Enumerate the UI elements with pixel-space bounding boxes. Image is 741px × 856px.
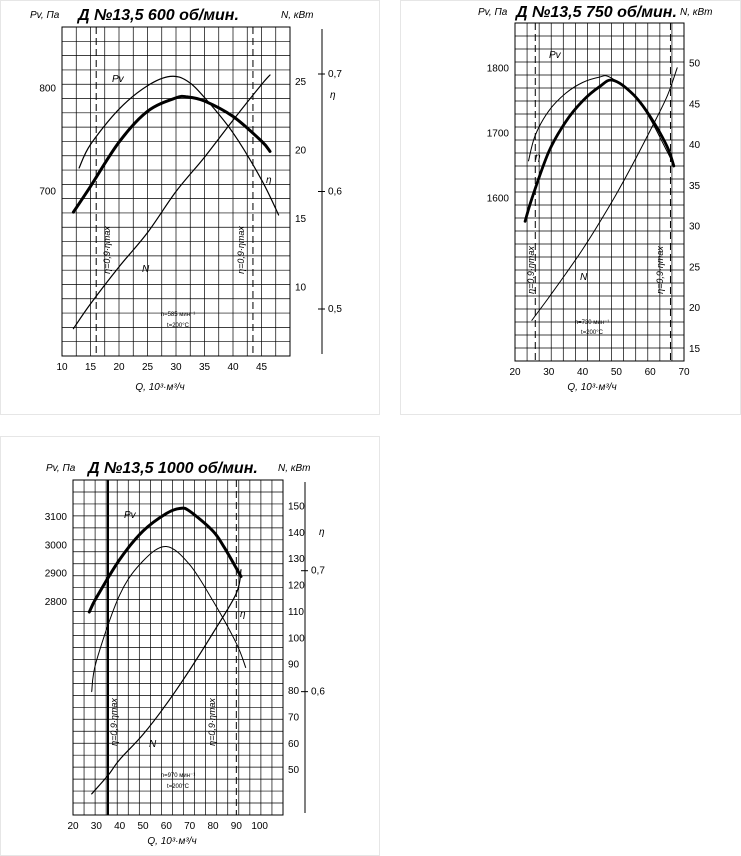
x-axis-label: Q, 10³·м³/ч	[135, 382, 185, 393]
n-axis-label: N, кВт	[278, 463, 311, 474]
x-tick-label: 40	[227, 362, 239, 373]
x-tick-label: 20	[113, 362, 125, 373]
speed-temperature-note: t=200°C	[581, 330, 603, 336]
x-tick-label: 20	[67, 821, 79, 832]
n-curve-label: N	[580, 272, 588, 283]
pv-tick-label: 1700	[486, 128, 509, 140]
pv-tick-label: 1800	[486, 63, 509, 75]
n-tick-label: 30	[689, 221, 701, 233]
n-curve-label: N	[149, 739, 157, 750]
pv-curve-label: Pv	[549, 50, 561, 61]
speed-temperature-note: n=970 мин⁻¹	[160, 773, 196, 779]
n-tick-label: 15	[689, 343, 701, 355]
n-axis-label: N, кВт	[281, 10, 314, 21]
n-tick-label: 110	[288, 606, 304, 618]
pv-tick-label: 700	[39, 186, 56, 198]
n-tick-label: 70	[288, 712, 300, 724]
n-tick-label: 45	[689, 99, 701, 111]
x-tick-label: 60	[160, 821, 172, 832]
chart-title: Д №13,5 1000 об/мин.	[88, 460, 258, 477]
x-tick-label: 80	[207, 821, 219, 832]
x-tick-label: 30	[170, 362, 182, 373]
n-tick-label: 120	[288, 580, 305, 592]
n-tick-label: 60	[288, 738, 300, 750]
eta-tick-label: 0,7	[311, 565, 325, 577]
eta-curve-label: η	[535, 152, 541, 163]
n-tick-label: 80	[288, 686, 300, 698]
x-tick-label: 60	[644, 367, 656, 378]
chart-title: Д №13,5 600 об/мин.	[78, 7, 239, 24]
bound-label-right: η=0,9·ηmax	[207, 698, 217, 746]
x-tick-label: 20	[509, 367, 521, 378]
speed-temperature-note: n=585 мин⁻¹	[160, 312, 196, 318]
eta-curve-label: η	[240, 609, 246, 620]
x-tick-label: 40	[577, 367, 589, 378]
n-axis-label: N, кВт	[680, 7, 713, 18]
bound-label-right: η=0,9·ηmax	[655, 246, 665, 294]
n-tick-label: 25	[295, 76, 307, 88]
bound-label-left: η=0,9·ηmax	[102, 226, 112, 274]
eta-tick-label: 0,6	[311, 686, 325, 698]
x-tick-label: 70	[678, 367, 690, 378]
x-tick-label: 50	[137, 821, 149, 832]
x-tick-label: 30	[90, 821, 102, 832]
speed-temperature-note: t=200°C	[167, 784, 189, 790]
x-tick-label: 90	[230, 821, 242, 832]
x-tick-label: 10	[56, 362, 68, 373]
bound-label-left: η=0,9·ηmax	[109, 698, 119, 746]
n-tick-label: 100	[288, 633, 305, 645]
chart-2	[478, 4, 713, 393]
pv-curve	[89, 508, 241, 612]
n-tick-label: 150	[288, 501, 305, 513]
n-tick-label: 90	[288, 659, 300, 671]
eta-curve-label: η	[266, 175, 272, 186]
pv-tick-label: 3000	[44, 540, 67, 552]
x-tick-label: 50	[610, 367, 622, 378]
speed-temperature-note: t=200°C	[167, 323, 189, 329]
x-tick-label: 35	[198, 362, 211, 373]
n-tick-label: 50	[288, 765, 300, 777]
eta-tick-label: 0,6	[328, 186, 342, 198]
x-tick-label: 100	[251, 821, 269, 832]
pv-curve	[73, 96, 270, 212]
pv-tick-label: 800	[39, 83, 56, 95]
pv-axis-label: Pv, Па	[478, 7, 508, 18]
pv-tick-label: 1600	[486, 193, 509, 205]
n-tick-label: 20	[295, 145, 307, 157]
x-axis-label: Q, 10³·м³/ч	[567, 382, 617, 393]
pv-tick-label: 2800	[44, 597, 67, 609]
chart-3	[45, 460, 326, 847]
chart-title: Д №13,5 750 об/мин.	[516, 4, 677, 21]
eta-tick-label: 0,5	[328, 304, 342, 315]
n-tick-label: 15	[295, 213, 307, 225]
n-tick-label: 10	[295, 282, 307, 294]
pv-axis-label: Pv, Па	[30, 10, 60, 21]
x-tick-label: 25	[141, 362, 154, 373]
bound-label-left: η=0,9·ηmax	[526, 246, 536, 294]
eta-axis-label: η	[330, 90, 336, 101]
pv-curve-label: Pv	[124, 510, 136, 521]
n-curve-label: N	[142, 264, 150, 275]
n-tick-label: 25	[689, 262, 701, 274]
eta-axis-label: η	[319, 527, 325, 538]
chart-1	[30, 7, 342, 393]
n-tick-label: 40	[689, 140, 701, 152]
n-tick-label: 140	[288, 527, 305, 539]
x-tick-label: 45	[255, 362, 268, 373]
x-axis-label: Q, 10³·м³/ч	[147, 836, 197, 847]
n-curve	[92, 570, 241, 794]
x-tick-label: 15	[84, 362, 97, 373]
pv-curve-label: Pv	[112, 74, 124, 85]
bound-label-right: η=0,9·ηmax	[236, 226, 246, 274]
x-tick-label: 40	[114, 821, 126, 832]
n-tick-label: 50	[689, 58, 701, 70]
n-tick-label: 130	[288, 554, 305, 566]
x-tick-label: 30	[543, 367, 555, 378]
n-tick-label: 35	[689, 180, 701, 192]
pv-axis-label: Pv, Па	[46, 463, 76, 474]
pv-tick-label: 3100	[44, 511, 67, 523]
n-tick-label: 20	[689, 303, 701, 315]
pv-tick-label: 2900	[44, 568, 67, 580]
speed-temperature-note: n=730 мин⁻¹	[574, 320, 610, 326]
eta-tick-label: 0,7	[328, 69, 342, 80]
x-tick-label: 70	[184, 821, 196, 832]
